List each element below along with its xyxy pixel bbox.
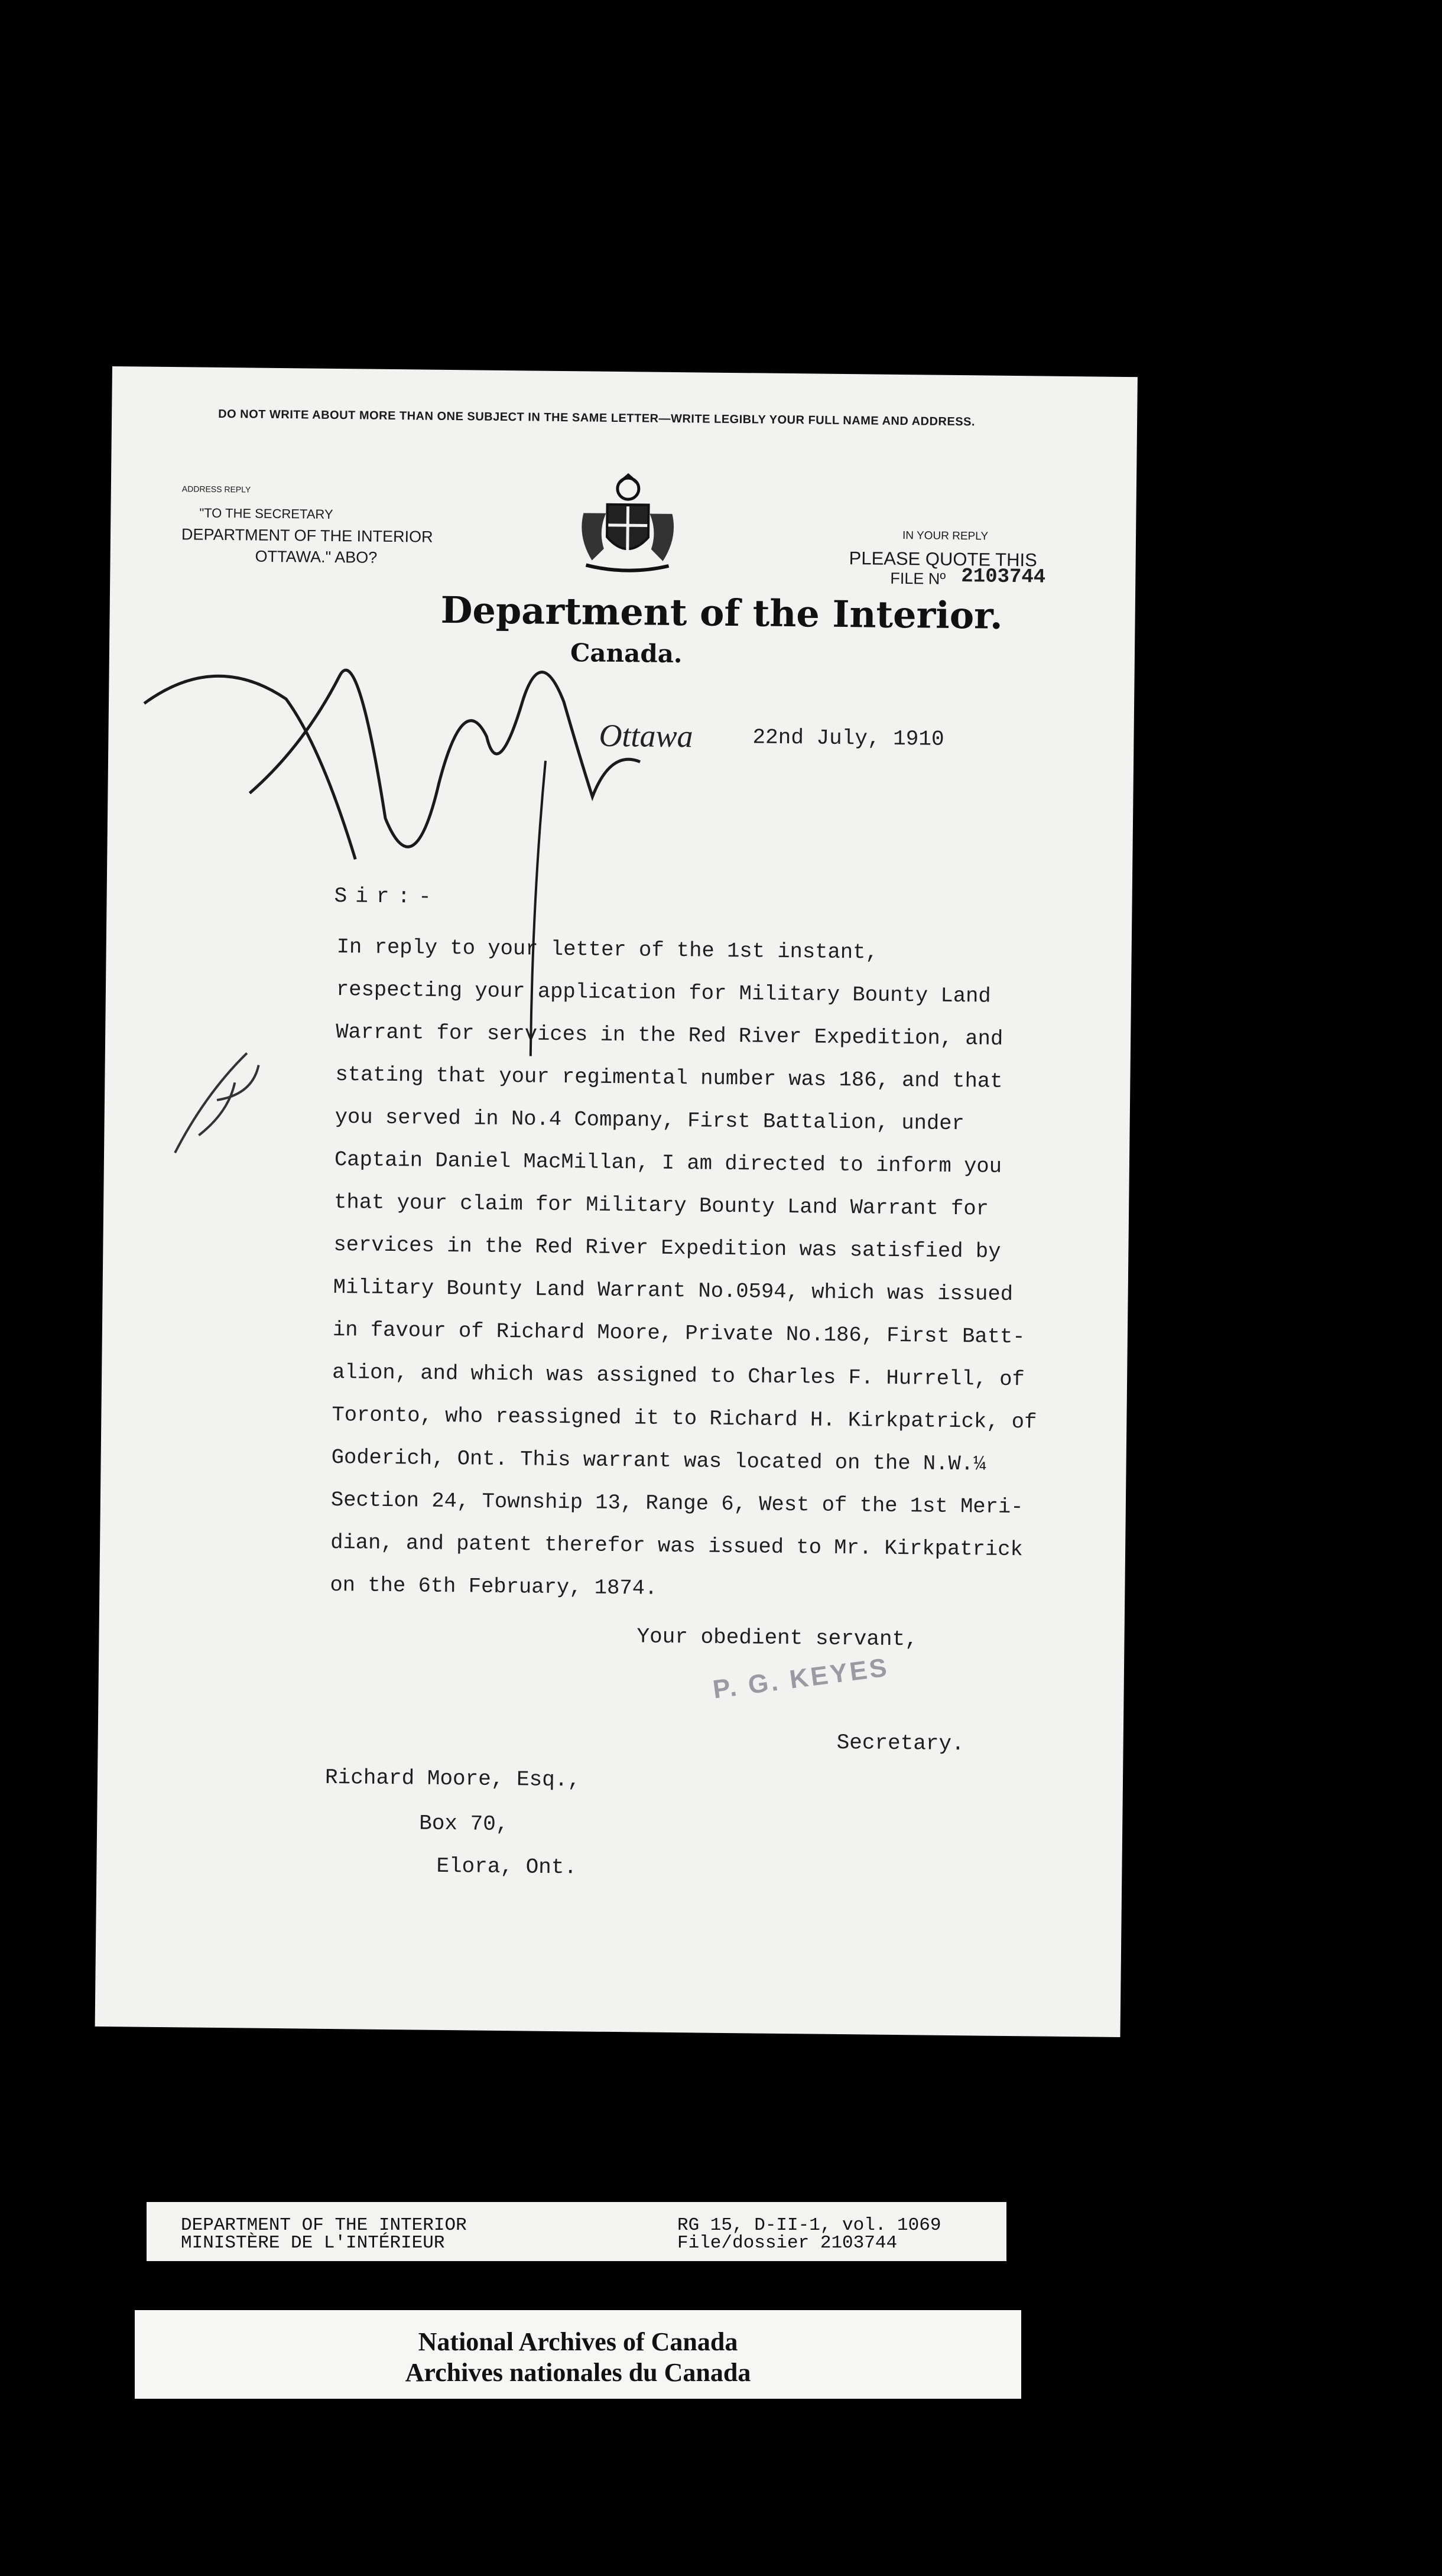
royal-coat-of-arms-icon [571,471,684,573]
body-line: respecting your application for Military Bounty Land [336,977,991,1009]
body-line: alion, and which was assigned to Charles F. Hurrell, of [332,1359,1025,1392]
body-line: dian, and patent therefor was issued to Mr. Kirkpatrick [330,1530,1024,1562]
body-line: stating that your regimental number was 186, and that [335,1062,1003,1094]
body-line: on the 6th February, 1874. [330,1572,658,1601]
salutation: Sir:- [334,883,440,909]
reference-card [147,2202,1006,2261]
body-line: that your claim for Military Bounty Land Warrant for [333,1190,989,1221]
body-line: Goderich, Ont. This warrant was located on the N.W.¼ [331,1445,986,1476]
card-department-fr: MINISTÈRE DE L'INTÉRIEUR [181,2233,445,2253]
address-line-1: ADDRESS REPLY [181,484,251,495]
top-notice: DO NOT WRITE ABOUT MORE THAN ONE SUBJECT IN THE SAME LETTER—WRITE LEGIBLY YOUR FULL NAME AND ADDRESS. [218,407,976,429]
body-line: Toronto, who reassigned it to Richard H. Kirkpatrick, of [332,1402,1037,1435]
department-title: Department of the Interior. [440,588,1003,638]
body-line: Section 24, Township 13, Range 6, West of the 1st Meri- [330,1487,1024,1520]
place-name: Ottawa [599,717,693,754]
body-line: In reply to your letter of the 1st instant, [336,935,878,965]
body-line: you served in No.4 Company, First Battalion, under [334,1105,965,1136]
recipient-box: Box 70, [418,1811,509,1837]
address-line-3: DEPARTMENT OF THE INTERIOR [181,525,433,546]
card-record-group: RG 15, D-II-1, vol. 1069 [677,2215,941,2236]
letter-page [95,366,1138,2037]
signer-title: Secretary. [836,1730,964,1757]
body-line: services in the Red River Expedition was satisfied by [333,1232,1001,1264]
body-line: Captain Daniel MacMillan, I am directed to inform you [334,1147,1002,1179]
card-department-en: DEPARTMENT OF THE INTERIOR [181,2215,467,2236]
signature-stamp: P. G. KEYES [711,1653,891,1705]
body-line: Warrant for services in the Red River Expedition, and [336,1020,1003,1051]
letter-date: 22nd July, 1910 [752,725,944,752]
archive-name-en: National Archives of Canada [418,2327,738,2356]
archive-name-fr: Archives nationales du Canada [405,2358,751,2387]
card-file-number: File/dossier 2103744 [677,2233,898,2253]
department-subtitle: Canada. [570,638,683,669]
body-line: in favour of Richard Moore, Private No.186, First Batt- [332,1317,1025,1349]
recipient-name: Richard Moore, Esq., [324,1765,581,1793]
recipient-town: Elora, Ont. [436,1853,577,1880]
reference-line-2: PLEASE QUOTE THIS [849,548,1037,571]
file-label: FILE Nº [890,569,946,588]
address-line-2: "TO THE SECRETARY [199,505,333,522]
archive-label [135,2310,1021,2399]
closing: Your obedient servant, [636,1624,918,1652]
file-number: 2103744 [961,565,1046,589]
body-line: Military Bounty Land Warrant No.0594, which was issued [333,1275,1014,1307]
reference-line-1: IN YOUR REPLY [902,529,989,543]
address-line-4: OTTAWA." ABO? [255,547,378,567]
